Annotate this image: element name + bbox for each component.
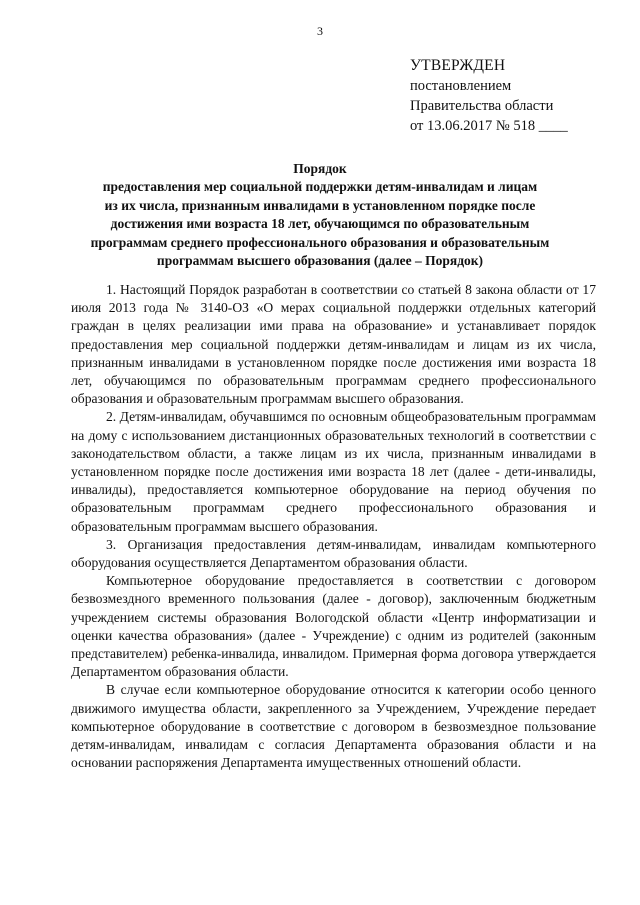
document-body — [71, 281, 596, 772]
page-number: 3 — [317, 24, 323, 38]
title-line: достижения ими возраста 18 лет, обучающимся по образовательным — [110, 216, 530, 232]
approval-line-date-number: от 13.06.2017 № 518 ____ — [410, 118, 568, 134]
paragraph-1: 1. Настоящий Порядок разработан в соответствии со статьей 8 закона области от 17 июля 2013 года № 3140-ОЗ «О мерах социальной поддержки отдельных категорий граждан в целях реализации ими права на образование» и устанавливает порядок предоставления мер социальной поддержки детям-инвалидам и лицам из их числа, признанным инвалидами в установленном порядке после достижения ими возраста 18 лет, обучающимся по образовательным программам среднего профессионального образования и образовательным программам высшего образования. — [71, 282, 596, 407]
approval-line-approved: УТВЕРЖДЕН — [410, 57, 506, 74]
paragraph-5: В случае если компьютерное оборудование относится к категории особо ценного движимого имущества области, закрепленного за Учреждением, Учреждение передает компьютерное оборудование в соответствие с договором в безвозмездное пользование детям-инвалидам, инвалидам с согласия Департамента образования области и на основании распоряжения Департамента имущественных отношений области. — [71, 682, 596, 771]
title-line: из их числа, признанным инвалидами в установленном порядке после — [104, 197, 536, 213]
title-line: программам высшего образования (далее – Порядок) — [156, 253, 484, 269]
document-title — [40, 160, 600, 270]
title-heading: Порядок — [293, 161, 347, 176]
approval-block — [410, 56, 610, 136]
paragraph-4: Компьютерное оборудование предоставляется в соответствии с договором безвозмездного временного пользования (далее - договор), заключенным бюджетным учреждением системы образования Вологодской области «Центр информатизации и оценки качества образования» (далее - Учреждение) с одним из родителей (законным представителем) ребенка-инвалида, инвалидом. Примерная форма договора утверждается Департаментом образования области. — [71, 573, 596, 680]
title-line: программам среднего профессионального образования и образовательным — [90, 234, 550, 250]
approval-line-government: Правительства области — [410, 98, 554, 114]
paragraph-2: 2. Детям-инвалидам, обучавшимся по основным общеобразовательным программам на дому с использованием дистанционных образовательных технологий в соответствии с законодательством области, а также лицам из их числа, признанным инвалидами в установленном порядке после достижения ими возраста 18 лет (далее - дети-инвалиды, инвалиды), предоставляется компьютерное оборудование на период обучения по образовательным программам среднего профессионального образования и образовательным программам высшего образования. — [71, 409, 596, 534]
approval-line-resolution: постановлением — [410, 78, 512, 94]
paragraph-3: 3. Организация предоставления детям-инвалидам, инвалидам компьютерного оборудования осуществляется Департаментом образования области. — [71, 536, 596, 571]
title-line: предоставления мер социальной поддержки детям-инвалидам и лицам — [102, 179, 538, 195]
